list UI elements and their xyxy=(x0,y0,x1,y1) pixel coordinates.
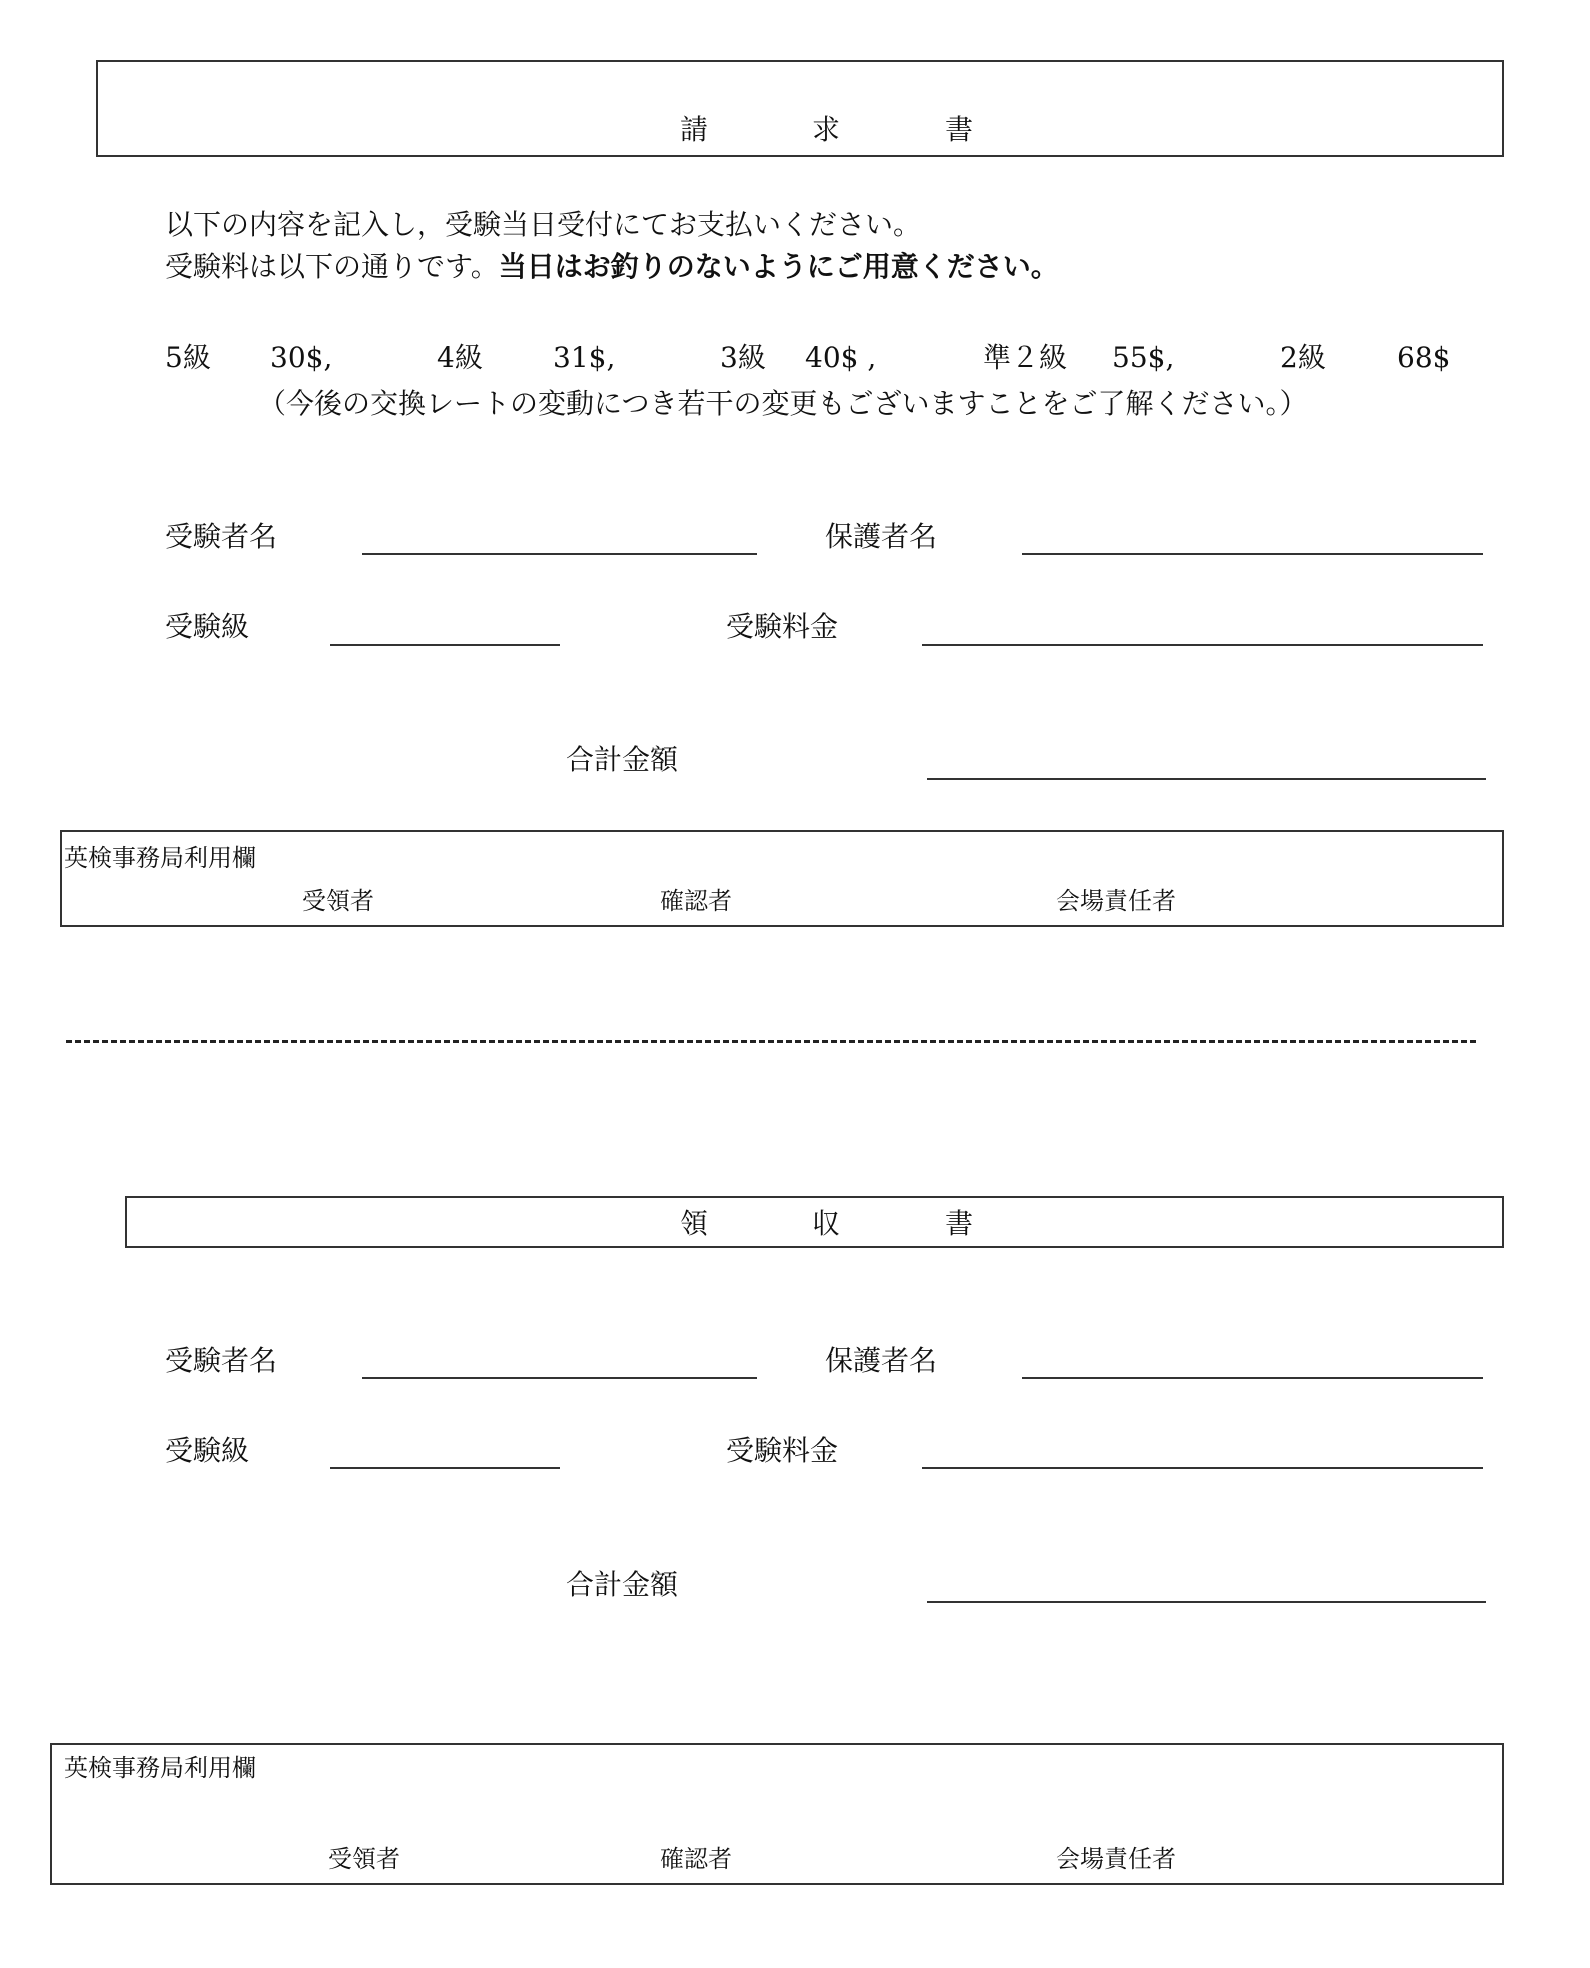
fee-price-5: 30$, xyxy=(270,341,333,374)
instruction-line-2 xyxy=(165,250,1059,284)
fee-price-4: 31$, xyxy=(553,341,616,374)
fee-price-2: 68$ xyxy=(1397,341,1451,374)
receipt-title-char-3: 書 xyxy=(945,1207,974,1240)
receipt-examinee-name-field[interactable] xyxy=(362,1377,757,1379)
invoice-title-char-2: 求 xyxy=(812,113,841,146)
exam-fee-label: 受験料金 xyxy=(726,610,839,643)
receipt-exam-grade-field[interactable] xyxy=(330,1467,560,1469)
fee-grade-5: 5級 xyxy=(165,341,211,374)
total-field[interactable] xyxy=(927,778,1486,780)
total-label: 合計金額 xyxy=(566,743,679,776)
receipt-office-use-title: 英検事務局利用欄 xyxy=(64,1754,256,1782)
receipt-exam-fee-label: 受験料金 xyxy=(726,1434,839,1467)
receipt-office-venue-manager-label: 会場責任者 xyxy=(1056,1845,1176,1873)
invoice-title-box xyxy=(96,60,1504,157)
receipt-total-field[interactable] xyxy=(927,1601,1486,1603)
exam-fee-field[interactable] xyxy=(922,644,1483,646)
fee-price-pre2: 55$, xyxy=(1112,341,1175,374)
fee-grade-pre2: 準２級 xyxy=(983,341,1068,374)
receipt-title-char-2: 収 xyxy=(812,1207,841,1240)
instruction-line-2-regular: 受験料は以下の通りです。 xyxy=(165,250,499,283)
fee-grade-2: 2級 xyxy=(1280,341,1326,374)
examinee-name-label: 受験者名 xyxy=(165,520,278,553)
fee-grade-4: 4級 xyxy=(437,341,483,374)
office-use-box xyxy=(60,830,1504,927)
receipt-total-label: 合計金額 xyxy=(566,1568,679,1601)
receipt-examinee-name-label: 受験者名 xyxy=(165,1344,278,1377)
receipt-exam-grade-label: 受験級 xyxy=(165,1434,250,1467)
office-venue-manager-label: 会場責任者 xyxy=(1056,887,1176,915)
receipt-office-checker-label: 確認者 xyxy=(660,1845,732,1873)
receipt-guardian-name-label: 保護者名 xyxy=(825,1344,938,1377)
receipt-title-char-1: 領 xyxy=(680,1207,709,1240)
cut-line xyxy=(66,1040,1476,1043)
receipt-exam-fee-field[interactable] xyxy=(922,1467,1483,1469)
exam-grade-label: 受験級 xyxy=(165,610,250,643)
office-use-title: 英検事務局利用欄 xyxy=(64,844,256,872)
fee-grade-3: 3級 xyxy=(720,341,766,374)
invoice-title-char-1: 請 xyxy=(680,113,709,146)
receipt-office-use-box xyxy=(50,1743,1504,1885)
office-receiver-label: 受領者 xyxy=(302,887,374,915)
receipt-office-receiver-label: 受領者 xyxy=(328,1845,400,1873)
guardian-name-field[interactable] xyxy=(1022,553,1483,555)
examinee-name-field[interactable] xyxy=(362,553,757,555)
invoice-title-char-3: 書 xyxy=(945,113,974,146)
fee-price-3: 40$ , xyxy=(805,341,877,374)
instruction-line-1: 以下の内容を記入し，受験当日受付にてお支払いください。 xyxy=(165,208,922,241)
guardian-name-label: 保護者名 xyxy=(825,520,938,553)
exam-grade-field[interactable] xyxy=(330,644,560,646)
instruction-line-2-bold: 当日はお釣りのないようにご用意ください。 xyxy=(498,250,1059,283)
office-checker-label: 確認者 xyxy=(660,887,732,915)
fee-note: （今後の交換レートの変動につき若干の変更もございますことをご了解ください。） xyxy=(258,387,1308,420)
receipt-guardian-name-field[interactable] xyxy=(1022,1377,1483,1379)
